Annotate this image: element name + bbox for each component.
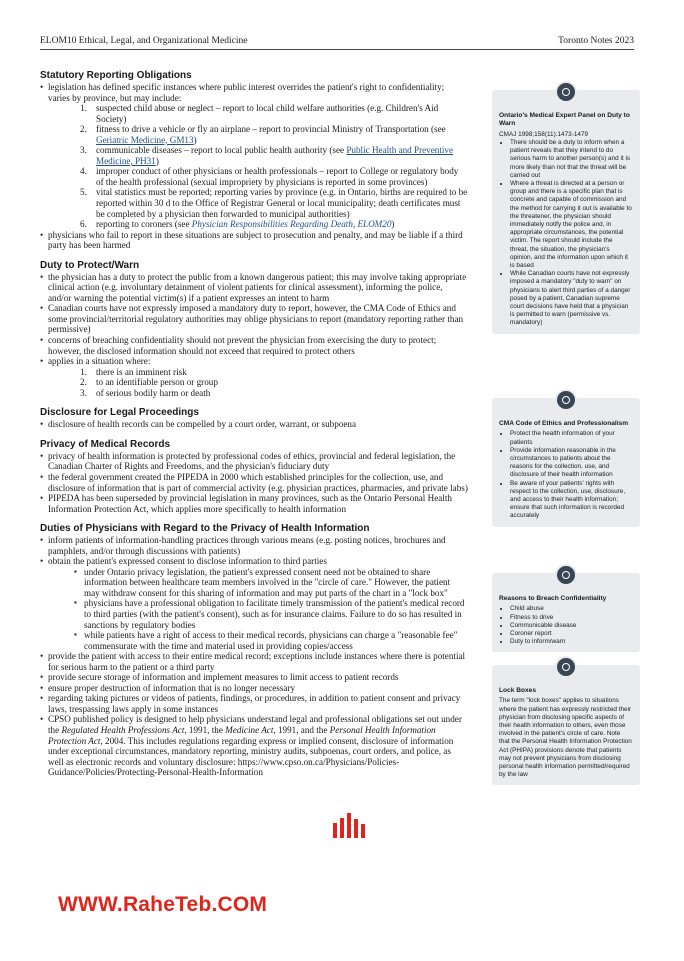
list-item: • Duty to inform/warn — [510, 638, 632, 646]
numbered-item: 2. to an identifiable person or group — [80, 377, 218, 388]
list-item: • While Canadian courts have not expressly imposed a mandatory "duty to warn" on physicians to alert third parties of a danger posed by a patient, Canadian supreme court decisions have held that a physician is permitted to warn (permissive vs. mandatory) — [510, 270, 632, 327]
bullet: • disclosure of health records can be compelled by a court order, warrant, or subpoena — [40, 419, 468, 430]
sub-bullet: ▪ while patients have a right of access to their medical records, physicians can charge a "reasonable fee" commensurate with the time and material used in providing copies/access — [40, 630, 468, 651]
bullet: • regarding taking pictures or videos of patients, findings, or procedures, in addition to patient consent and privacy laws, trespassing laws apply in some instances — [40, 693, 468, 714]
info-icon — [555, 81, 577, 103]
cross-reference-link[interactable]: Geriatric Medicine, GM13 — [96, 134, 194, 145]
bullet: • PIPEDA has been superseded by provincial legislation in many provinces, such as the Ontario Personal Health Information Protection Act, which applies more specifically to health information — [40, 493, 468, 514]
bullet: • privacy of health information is protected by professional codes of ethics, provincial and federal legislation, the Canadian Charter of Rights and Freedoms, and the physician's fiduciary duty — [40, 451, 468, 472]
sidebar-text: The term "lock boxes" applies to situations where the patient has expressly restricted their physician from disclosing specific aspects of their health information to others, even those involved in the patient's circle of care. Note that the Personal Health Information Protection Act (PHIPA) provisions denote that patients may not prevent physicians from disclosing personal health information permitted/required by the law — [499, 697, 632, 779]
cross-reference-link[interactable]: Public Health and Preventive Medicine, PH31 — [96, 145, 454, 166]
main-column — [40, 70, 468, 778]
list-item: • Protect the health information of your patients — [510, 430, 632, 446]
list-item: • There should be a duty to inform when a patient reveals that they intend to do serious harm to another person(s) and it is more likely than not that the threat will be carried out — [510, 139, 632, 180]
bullet: • CPSO published policy is designed to help physicians understand legal and professional obligations set out under the Regulated Health Professions Act, 1991, the Medicine Act, 1991, and the Personal Health Information Protection Act, 2004. This includes regulations regarding express or implied consent, disclosure of information under exceptional circumstances, mandatory reporting, ministry audits, subpoenas, court orders, and police, as well as electronic records and voluntary disclosure: https://www.cpso.on.ca/Physicians/Policies-Guidance/Policies/Protecting-Personal-Health-Information — [40, 714, 468, 777]
sidebar-breach-reasons — [492, 573, 640, 652]
sidebar-title: Reasons to Breach Confidentiality — [499, 595, 607, 602]
numbered-item: 1. suspected child abuse or neglect – report to local child welfare authorities (e.g. Children's Aid Society) — [80, 103, 439, 124]
sidebar-cma-code — [492, 398, 640, 527]
sidebar-duty-to-warn-panel — [492, 90, 640, 334]
sidebar-lock-boxes — [492, 665, 640, 785]
list-item: • Be aware of your patients' rights with respect to the collection, use, disclosure, and access to their health information; ensure that such information is recorded accurately — [510, 480, 632, 521]
numbered-item: 4. improper conduct of other physicians or health professionals – report to College or regulatory body of the health professional (sexual impropriety by physicians is reported in some provinces) — [80, 166, 459, 187]
heading-duty-to-warn: Duty to Protect/Warn — [40, 259, 140, 271]
list-item: • Fitness to drive — [510, 614, 632, 622]
bullet: • concerns of breaching confidentiality should not prevent the physician from exercising the duty to protect; however, the disclosed information should not exceed that required to protect others — [40, 335, 468, 356]
heading-privacy-records: Privacy of Medical Records — [40, 438, 171, 450]
numbered-item: 3. of serious bodily harm or death — [80, 387, 211, 398]
numbered-item: 2. fitness to drive a vehicle or fly an airplane – report to provincial Ministry of Transportation (see Geriatric Medicine, GM13) — [80, 124, 446, 145]
list-item: • Provide information reasonable in the circumstances to patients about the reasons for the collection, use, and disclosure of their health information — [510, 447, 632, 480]
heading-statutory-reporting: Statutory Reporting Obligations — [40, 70, 192, 81]
sub-bullet: ▪ under Ontario privacy legislation, the patient's expressed consent need not be obtained to share information between healthcare team members involved in the "circle of care." However, the patient may withdraw consent for this sharing of information and may put parts of the chart in a "lock box" — [40, 567, 468, 599]
bullet: • legislation has defined specific instances where public interest overrides the patient's right to confidentiality; varies by province, but may include: — [40, 82, 468, 103]
list-item: • Child abuse — [510, 605, 632, 613]
bullet: • provide the patient with access to their entire medical record; exceptions include instances where there is potential for serious harm to the patient or a third party — [40, 651, 468, 672]
bullet: • ensure proper destruction of information that is no longer necessary — [40, 683, 468, 694]
bullet: • physicians who fail to report in these situations are subject to prosecution and penalty, and may be liable if a third party has been harmed — [40, 230, 468, 251]
numbered-item: 1. there is an imminent risk — [80, 366, 187, 377]
numbered-item: 3. communicable diseases – report to local public health authority (see Public Health and Preventive Medicine, PH31) — [80, 145, 454, 166]
page-header — [40, 36, 634, 50]
sidebar-title: Lock Boxes — [499, 687, 537, 694]
header-edition: Toronto Notes 2023 — [558, 36, 634, 46]
numbered-item: 5. vital statistics must be reported; reporting varies by province (e.g. in Ontario, births are required to be reported within 30 d to the Office of Registrar General or local municipality; death certificates must be completed by a physician then forwarded to municipal authorities) — [80, 187, 468, 219]
bullet: • inform patients of information-handling practices through various means (e.g. posting notices, brochures and pamphlets, and/or through discussions with patients) — [40, 535, 468, 556]
bullet: • provide secure storage of information and implement measures to limit access to patient records — [40, 672, 468, 683]
sidebar-title: CMA Code of Ethics and Professionalism — [499, 420, 629, 427]
list-item: • Coroner report — [510, 630, 632, 638]
list-item: • Where a threat is directed at a person or group and there is a specific plan that is concrete and capable of commission and the method for carrying it out is available to the threatener, the physician should immediately notify the police and, in appropriate circumstances, the potential victim. The report should include the threat, the situation, the physician's opinion, and the information upon which it is based — [510, 180, 632, 270]
bullet: • the physician has a duty to protect the public from a known dangerous patient; this may involve taking appropriate clinical action (e.g. involuntary detainment of violent patients for clinical assessment), informing the police, and/or warning the potential victim(s) if a patient expresses an intent to harm — [40, 272, 468, 304]
bullet: • the federal government created the PIPEDA in 2000 which established principles for the collection, use, and disclosure of information that is part of commercial activity (e.g. physician practices, pharmacies, and private labs) — [40, 472, 468, 493]
watermark-url: WWW.RaheTeb.COM — [58, 893, 268, 916]
heading-physician-duties: Duties of Physicians with Regard to the Privacy of Health Information — [40, 523, 370, 535]
bullet: • Canadian courts have not expressly imposed a mandatory duty to report, however, the CMA Code of Ethics and some provincial/territorial regulatory authorities may oblige physicians to report (mandatory reporting rather than permissive) — [40, 303, 468, 335]
numbered-item: 6. reporting to coroners (see Physician Responsibilities Regarding Death, ELOM20) — [80, 219, 395, 230]
info-icon — [555, 389, 577, 411]
cross-reference-link[interactable]: Physician Responsibilities Regarding Death, ELOM20 — [191, 219, 392, 230]
list-item: • Communicable disease — [510, 622, 632, 630]
header-chapter: ELOM10 Ethical, Legal, and Organizational Medicine — [40, 36, 248, 46]
bullet: • obtain the patient's expressed consent to disclose information to third parties — [40, 556, 468, 567]
citation: CMAJ 1998;158(11):1473-1479 — [499, 130, 589, 138]
info-icon — [555, 564, 577, 586]
heading-legal-proceedings: Disclosure for Legal Proceedings — [40, 407, 199, 419]
info-icon — [555, 656, 577, 678]
sub-bullet: ▪ physicians have a professional obligation to facilitate timely transmission of the patient's medical record to third parties (with the patient's consent), such as for insurance claims. Failure to do so has resulted in sanctions by regulatory bodies — [40, 598, 468, 630]
bullet: • applies in a situation where: — [40, 356, 468, 367]
watermark-logo — [330, 810, 368, 840]
sidebar-title: Ontario's Medical Expert Panel on Duty to Warn — [499, 112, 630, 128]
